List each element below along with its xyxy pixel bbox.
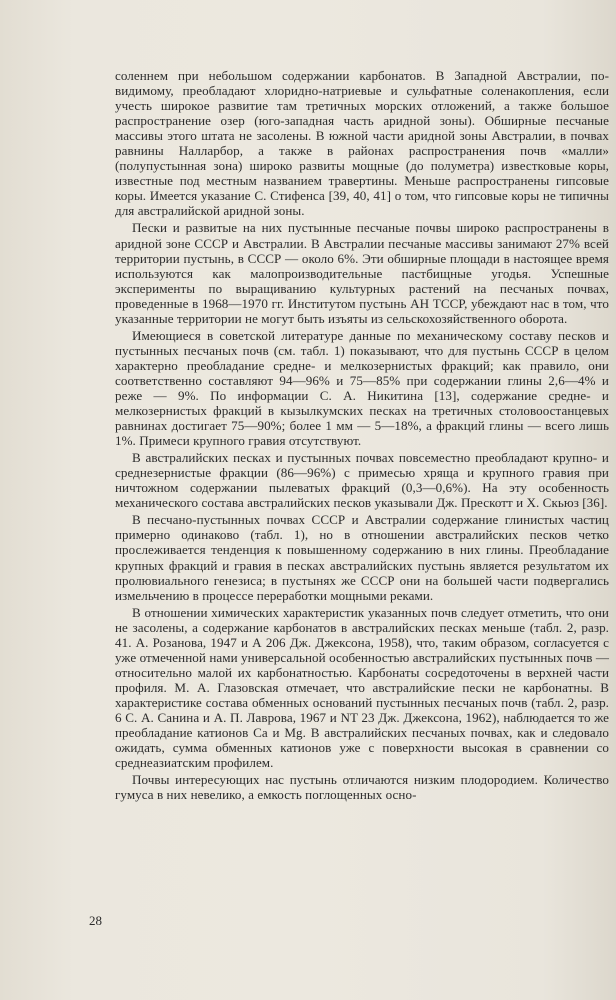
paragraph-5: В песчано-пустынных почвах СССР и Австралии содержание глинистых частиц примерно одинаково (табл. 1), но в отношении австралийских песков четко прослеживается тенденция к повышенному содержанию в них глины. Преобладание крупных фракций и гравия в песках австралийских пустынь является результатом их пролювиального генезиса; в пустынях же СССР они на большей части подвергались измельчению в процессе переработки мощными реками. — [115, 512, 609, 603]
paragraph-2: Пески и развитые на них пустынные песчаные почвы широко распространены в аридной зоне СССР и Австралии. В Австралии песчаные массивы занимают 27% всей территории пустынь, в СССР — около 6%. Эти обширные площади в настоящее время используются как малопроизводительные пастбищные угодья. Успешные эксперименты по выращиванию культурных растений на песчаных почвах, проведенные в 1968—1970 гг. Институтом пустынь АН ТССР, убеждают нас в том, что указанные территории не могут быть изъяты из сельскохозяйственного оборота. — [115, 220, 609, 326]
page-number: 28 — [89, 913, 102, 928]
paragraph-6: В отношении химических характеристик указанных почв следует отметить, что они не засолены, а содержание карбонатов в австралийских песках меньше (табл. 2, разр. 41. А. Розанова, 1947 и А 206 Дж. Джексона, 1958), что, таким образом, согласуется с уже отмеченной нами универсальной особенностью австралийских пустынных почв — относительно малой их карбонатностью. Карбонаты сосредоточены в верхней части профиля. М. А. Глазовская отмечает, что австралийские пески не карбонатны. В характеристике состава обменных оснований пустынных песчаных почв (табл. 2, разр. 6 С. А. Санина и А. П. Лаврова, 1967 и NT 23 Дж. Джексона, 1962), наблюдается то же преобладание катионов Ca и Mg. В австралийских песчаных почвах, как и следовало ожидать, сумма обменных катионов уже с поверхности высокая в сравнении со среднеазиатским профилем. — [115, 604, 609, 771]
paragraph-4: В австралийских песках и пустынных почвах повсеместно преобладают крупно- и среднезернистые фракции (86—96%) с примесью хряща и крупного гравия при ничтожном содержании пылеватых фракций (0,3—0,6%). На эту особенность механического состава австралийских песков указывали Дж. Прескотт и Х. Скьюз [36]. — [115, 450, 609, 511]
paragraph-7: Почвы интересующих нас пустынь отличаются низким плодородием. Количество гумуса в них невелико, а емкость поглощенных осно- — [115, 772, 609, 803]
paragraph-1: соленнем при небольшом содержании карбонатов. В Западной Австралии, по-видимому, преобладают хлоридно-натриевые и сульфатные соленакопления, если учесть широкое развитие там третичных морских отложений, а также большое распространение озер (юго-западная часть аридной зоны). Обширные песчаные массивы этого штата не засолены. В южной части аридной зоны Австралии, в почвах равнины Налларбор, а также в районах распространения почв «малли» (полупустынная зона) широко развиты мощные (до полуметра) известковые коры, известные под местным названием травертины. Меньше распространены гипсовые коры. Имеется указание С. Стифенса [39, 40, 41] о том, что гипсовые коры не типичны для австралийской аридной зоны. — [115, 68, 609, 219]
body-text — [115, 68, 609, 802]
paragraph-3: Имеющиеся в советской литературе данные по механическому составу песков и пустынных песчаных почв (см. табл. 1) показывают, что для пустынь СССР в целом характерно преобладание средне- и мелкозернистых фракций; как правило, они соответственно составляют 94—96% и 75—85% при содержании глины 2,6—4% и реже — 9%. По информации С. А. Никитина [13], содержание средне- и мелкозернистых фракций в кызылкумских песках на третичных столовоостанцевых равнинах достигает 75—90%; более 1 мм — 5—18%, а фракций глины — всего лишь 1%. Примеси крупного гравия отсутствуют. — [115, 327, 609, 449]
